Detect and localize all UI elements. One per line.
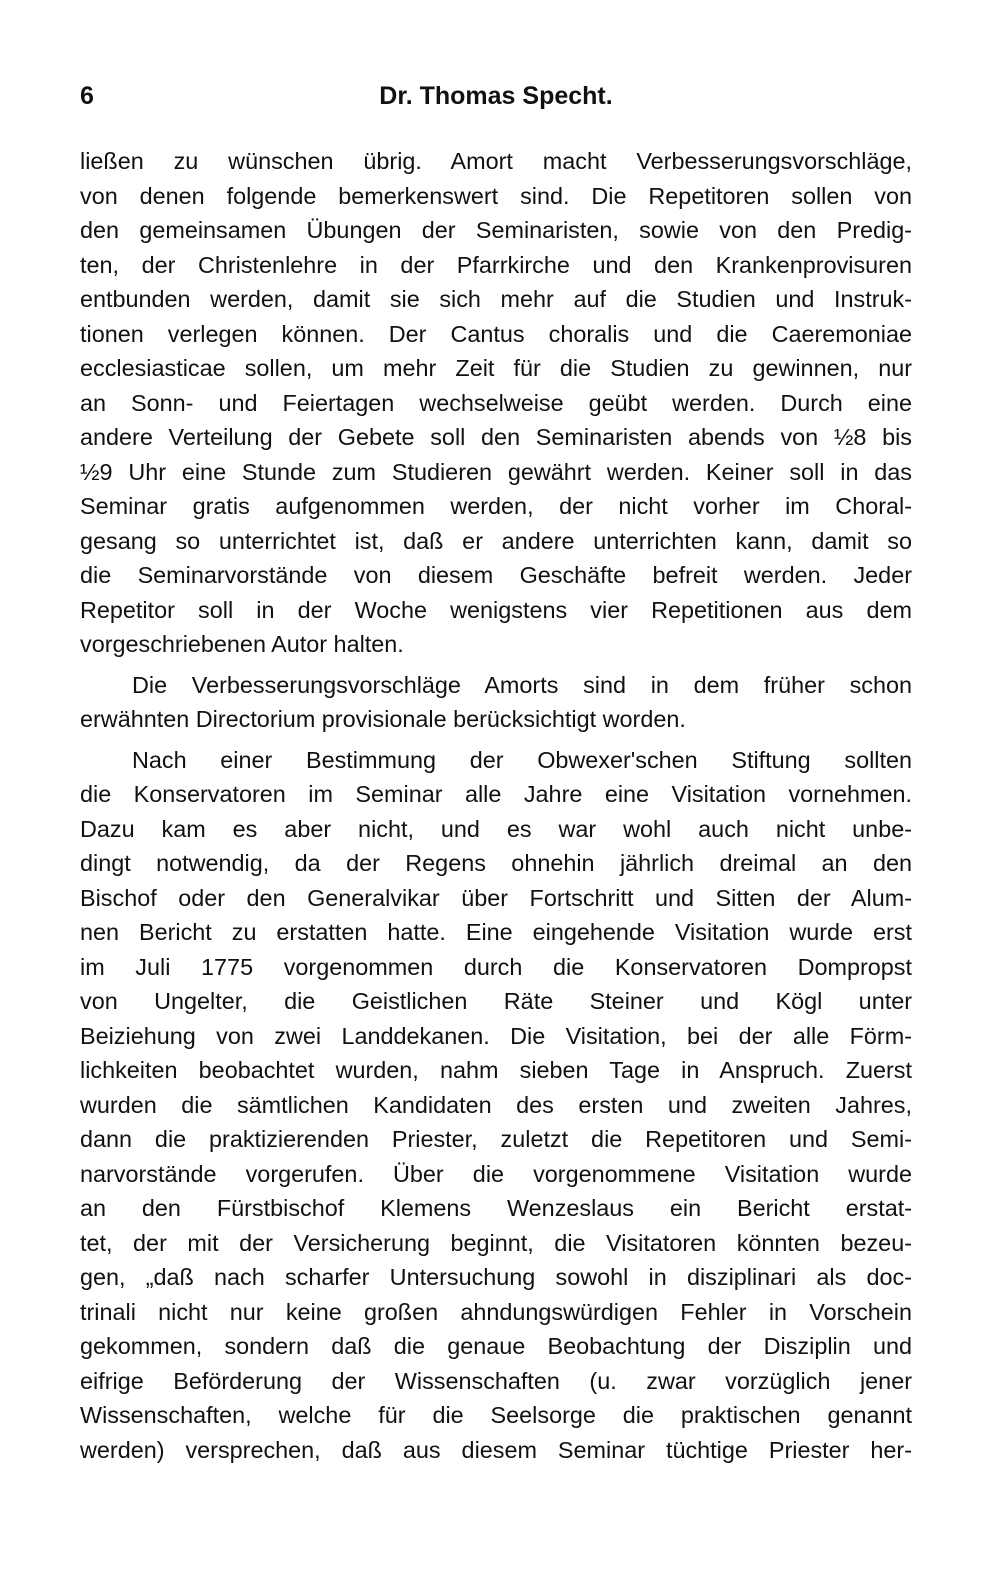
text-line: gen, „daß nach scharfer Untersuchung sowohl in disziplinari als doc- [80,1264,912,1290]
text-line: ecclesiasticae sollen, um mehr Zeit für die Studien zu gewinnen, nur [80,355,912,381]
text-line: von denen folgende bemerkenswert sind. Die Repetitoren sollen von [80,182,912,209]
page-number: 6 [80,82,94,110]
text-line: Nach einer Bestimmung der Obwexer'schen Stiftung sollten [132,746,912,773]
text-line: die Seminarvorstände von diesem Geschäfte befreit werden. Jeder [80,562,912,588]
text-line: narvorstände vorgerufen. Über die vorgenommene Visitation wurde [80,1160,912,1187]
text-line: an Sonn- und Feiertagen wechselweise geübt werden. Durch eine [80,389,912,416]
text-line: ließen zu wünschen übrig. Amort macht Verbesserungsvorschläge, [80,148,912,174]
text-line: von Ungelter, die Geistlichen Räte Steiner und Kögl unter [80,988,912,1014]
text-line: werden) versprechen, daß aus diesem Seminar tüchtige Priester her- [80,1436,912,1463]
text-line: nen Bericht zu erstatten hatte. Eine eingehende Visitation wurde erst [80,919,912,945]
text-line: ten, der Christenlehre in der Pfarrkirche und den Krankenprovisuren [80,251,912,278]
text-line: Bischof oder den Generalvikar über Fortschritt und Sitten der Alum- [80,884,912,911]
text-line: tet, der mit der Versicherung beginnt, die Visitatoren könnten bezeu- [80,1229,912,1256]
text-line: dann die praktizierenden Priester, zuletzt die Repetitoren und Semi- [80,1126,912,1152]
text-line: Repetitor soll in der Woche wenigstens vier Repetitionen aus dem [80,596,912,623]
running-head [80,76,912,116]
text-line: Wissenschaften, welche für die Seelsorge die praktischen genannt [80,1402,912,1428]
text-line: tionen verlegen können. Der Cantus choralis und die Caeremoniae [80,320,912,347]
text-line: gesang so unterrichtet ist, daß er andere unterrichten kann, damit so [80,527,912,554]
text-line: eifrige Beförderung der Wissenschaften (u. zwar vorzüglich jener [80,1367,912,1394]
body-text [80,144,912,1467]
text-line: trinali nicht nur keine großen ahndungswürdigen Fehler in Vorschein [80,1298,912,1325]
text-line: erwähnten Directorium provisionale berücksichtigt worden. [80,706,686,732]
paragraph-3 [80,743,912,1468]
text-line: dingt notwendig, da der Regens ohnehin jährlich dreimal an den [80,850,912,876]
text-line: an den Fürstbischof Klemens Wenzeslaus ein Bericht erstat- [80,1195,912,1221]
text-line: die Konservatoren im Seminar alle Jahre eine Visitation vornehmen. [80,781,912,807]
text-line: im Juli 1775 vorgenommen durch die Konservatoren Dompropst [80,953,912,980]
text-line: Seminar gratis aufgenommen werden, der nicht vorher im Choral- [80,493,912,519]
text-line: Beiziehung von zwei Landdekanen. Die Visitation, bei der alle Förm- [80,1022,912,1049]
book-page [80,76,912,1467]
text-line: ½9 Uhr eine Stunde zum Studieren gewährt werden. Keiner soll in das [80,458,912,485]
paragraph-2 [80,668,912,737]
text-line: andere Verteilung der Gebete soll den Seminaristen abends von ½8 bis [80,424,912,450]
running-title: Dr. Thomas Specht. [379,82,613,110]
text-line: vorgeschriebenen Autor halten. [80,631,404,657]
text-line: den gemeinsamen Übungen der Seminaristen, sowie von den Predig- [80,217,912,243]
text-line: entbunden werden, damit sie sich mehr auf die Studien und Instruk- [80,286,912,312]
text-line: Dazu kam es aber nicht, und es war wohl auch nicht unbe- [80,815,912,842]
paragraph-1 [80,144,912,662]
text-line: lichkeiten beobachtet wurden, nahm sieben Tage in Anspruch. Zuerst [80,1057,912,1083]
text-line: wurden die sämtlichen Kandidaten des ersten und zweiten Jahres, [80,1091,912,1118]
text-line: Die Verbesserungsvorschläge Amorts sind in dem früher schon [132,671,912,698]
text-line: gekommen, sondern daß die genaue Beobachtung der Disziplin und [80,1333,912,1359]
